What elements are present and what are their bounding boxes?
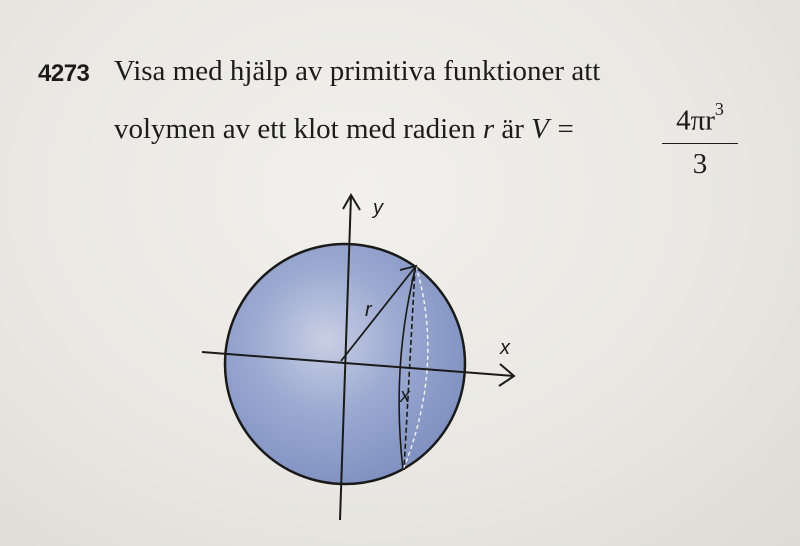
- radius-symbol: r: [482, 113, 495, 145]
- problem-number: 4273: [38, 60, 90, 87]
- formula-denominator: 3: [692, 148, 708, 181]
- x-axis-label: x: [500, 337, 510, 359]
- line-2-mid: är: [501, 113, 524, 145]
- volume-lhs: V =: [531, 113, 576, 145]
- formula-exponent: 3: [714, 99, 724, 119]
- formula-numerator: $4\pi r^3$: [676, 99, 724, 137]
- problem-text-line-1: Visa med hjälp av primitiva funktioner att: [114, 55, 601, 87]
- slice-label: x: [400, 385, 410, 407]
- y-axis-label: y: [373, 197, 383, 219]
- radius-label: r: [365, 299, 372, 321]
- line-2-prefix: volymen av ett klot med radien: [114, 113, 476, 145]
